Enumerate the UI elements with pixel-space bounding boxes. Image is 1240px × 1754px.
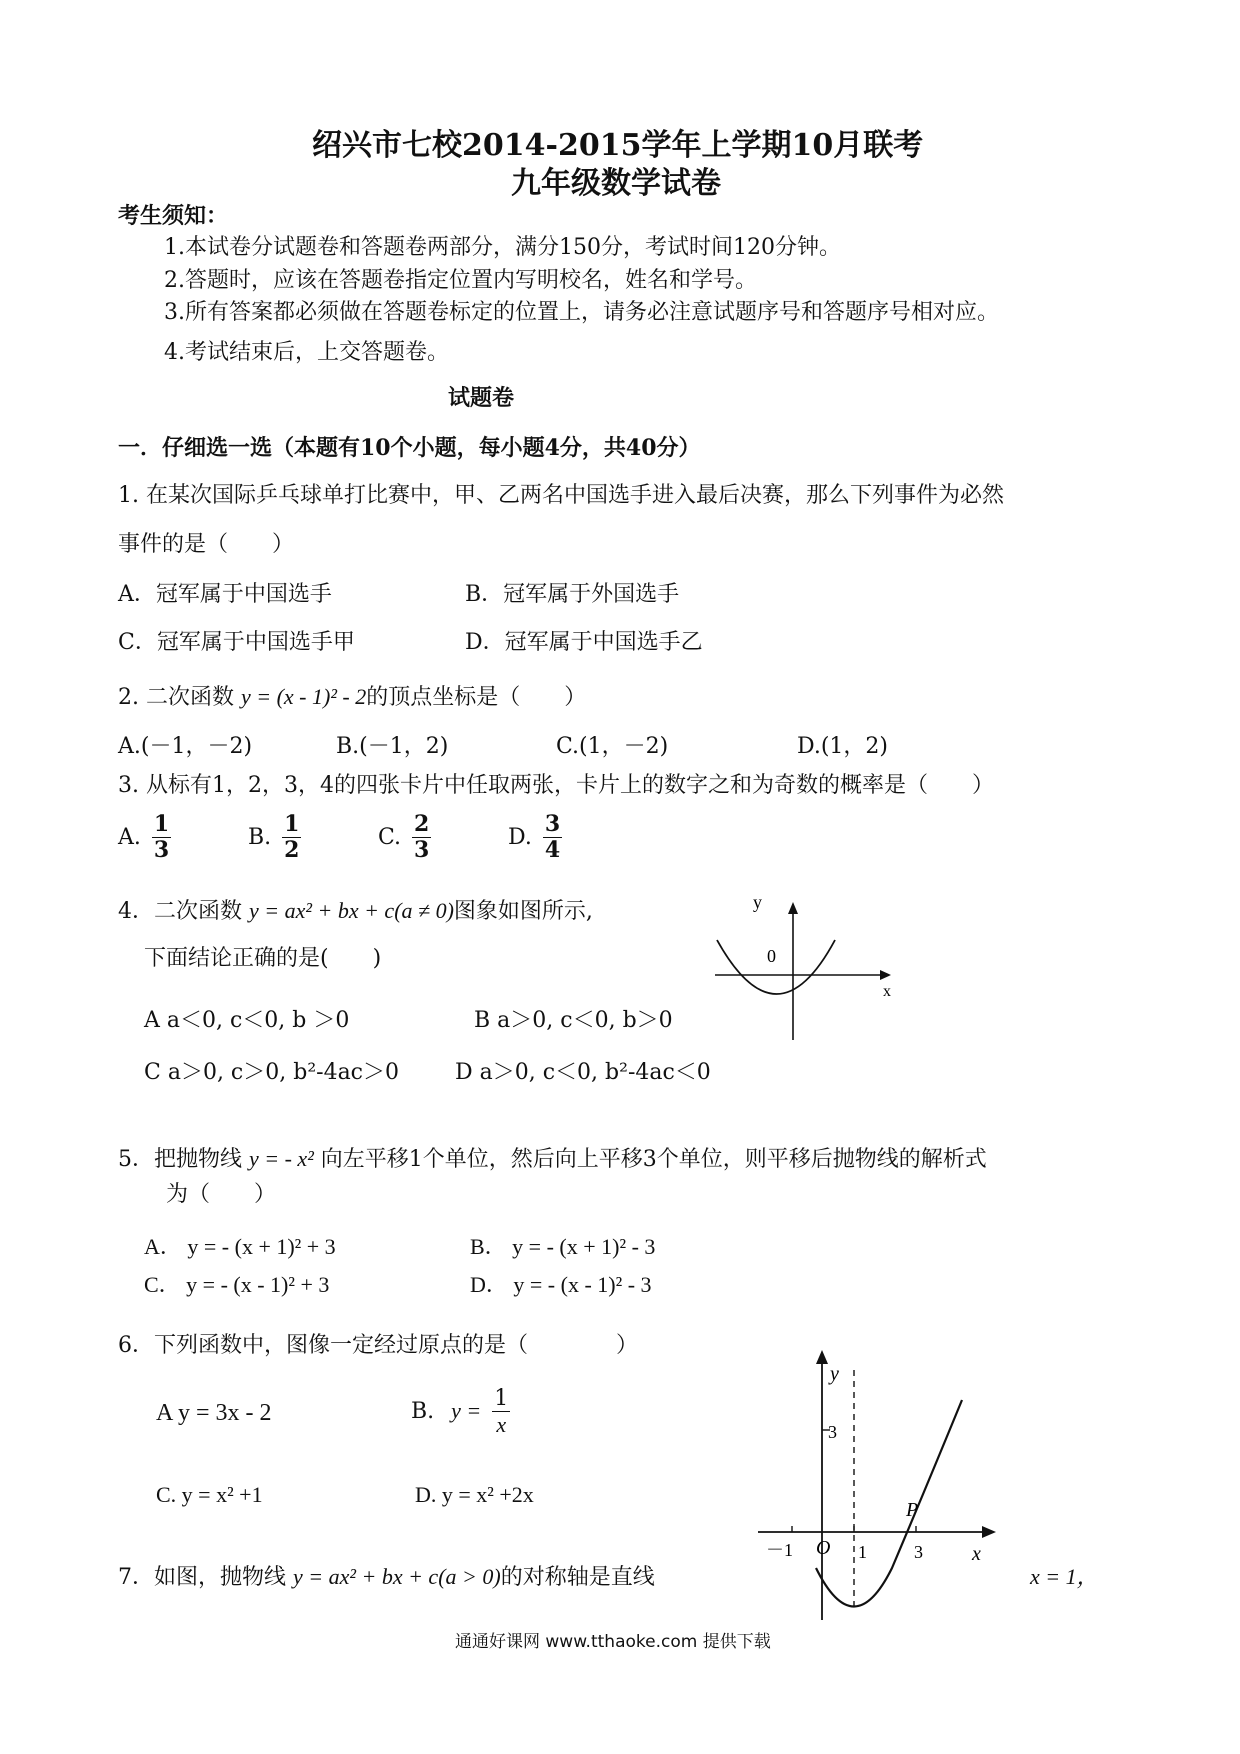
q5-formula: y = - x² — [249, 1146, 314, 1171]
q2-suffix: 的顶点坐标是（ ） — [366, 685, 587, 710]
q5-suffix: 向左平移1个单位，然后向上平移3个单位，则平移后抛物线的解析式 — [313, 1147, 987, 1172]
q5-option-d: D． y = - (x - 1)² - 3 — [470, 1272, 652, 1297]
q3-c-numerator: 2 — [414, 811, 430, 837]
q1-option-c: C．冠军属于中国选手甲 — [118, 630, 355, 655]
q7-y-label: y — [830, 1363, 839, 1385]
q4-stem — [118, 898, 593, 925]
q1-option-d: D．冠军属于中国选手乙 — [465, 630, 703, 655]
q1-line1: 1. 在某次国际乒乓球单打比赛中，甲、乙两名中国选手进入最后决赛，那么下列事件为必然 — [118, 483, 1004, 508]
q1-option-b: B．冠军属于外国选手 — [465, 582, 680, 607]
q4-y-label: y — [753, 892, 762, 912]
q6-stem: 6．下列函数中，图像一定经过原点的是（ ） — [118, 1333, 638, 1358]
q7-stem — [118, 1564, 655, 1591]
q4-parabola-graph — [705, 890, 905, 1050]
q7-parabola-curve — [816, 1400, 962, 1607]
q3-option-d-label: D. — [508, 824, 532, 850]
q5-prefix: 5．把抛物线 — [118, 1147, 249, 1172]
q2-option-b: B.(－1，2) — [336, 734, 449, 759]
q6-option-b-label: B. — [411, 1398, 435, 1424]
q2-prefix: 2. 二次函数 — [118, 685, 241, 710]
q4-y-arrow — [788, 902, 798, 914]
q7-x-tick-3-label: 3 — [914, 1542, 923, 1562]
q3-a-numerator: 1 — [153, 811, 170, 837]
q4-parabola-curve — [717, 940, 835, 994]
q7-origin-label: O — [816, 1537, 831, 1559]
q3-c-denominator: 3 — [414, 837, 430, 864]
q3-option-b-label: B. — [248, 824, 272, 850]
q5-line2: 为（ ） — [166, 1182, 277, 1207]
q2-option-d: D.(1，2) — [797, 734, 889, 759]
q3-option-b — [248, 812, 305, 864]
q6-option-b — [411, 1386, 514, 1438]
notice-item-1: 1.本试卷分试题卷和答题卷两部分，满分150分，考试时间120分钟。 — [164, 235, 841, 260]
q3-option-a — [118, 812, 175, 864]
footer-text: 通通好课网 www.tthaoke.com 提供下载 — [455, 1632, 771, 1652]
q7-x-arrow — [982, 1526, 996, 1538]
q4-option-b: B a＞0, c＜0, b＞0 — [474, 1008, 673, 1033]
q2-stem — [118, 684, 586, 711]
q7-parabola-graph — [750, 1340, 1010, 1630]
q3-d-numerator: 3 — [544, 811, 561, 837]
q5-stem — [118, 1146, 987, 1173]
q4-option-a: A a＜0, c＜0, b ＞0 — [144, 1008, 350, 1033]
q7-y-arrow — [816, 1350, 828, 1364]
q3-option-a-label: A. — [118, 824, 141, 850]
q4-formula: y = ax² + bx + c(a ≠ 0) — [249, 898, 454, 923]
q5-option-b: B． y = - (x + 1)² - 3 — [470, 1234, 656, 1259]
exam-title-line1: 绍兴市七校2014-2015学年上学期10月联考 — [312, 128, 924, 163]
q7-tail: x = 1， — [1030, 1564, 1099, 1589]
q3-option-c — [378, 812, 435, 864]
q7-point-p-label: P — [906, 1499, 919, 1521]
q4-x-label: x — [883, 983, 891, 1000]
q7-x-label: x — [972, 1543, 981, 1565]
q3-option-d — [508, 812, 566, 864]
q2-option-c: C.(1，－2) — [556, 734, 669, 759]
notice-item-2: 2.答题时，应该在答题卷指定位置内写明校名，姓名和学号。 — [164, 268, 757, 293]
q5-option-c: C． y = - (x - 1)² + 3 — [144, 1272, 330, 1297]
q4-suffix: 图象如图所示, — [453, 899, 593, 924]
q4-option-d: D a＞0, c＜0, b²-4ac＜0 — [455, 1060, 711, 1085]
notice-item-3: 3.所有答案都必须做在答题卷标定的位置上，请务必注意试题序号和答题序号相对应。 — [164, 300, 999, 325]
notice-heading: 考生须知： — [118, 203, 229, 229]
q3-option-c-label: C. — [378, 824, 402, 850]
q6-b-numerator: 1 — [494, 1386, 509, 1411]
q7-prefix: 7．如图，抛物线 — [118, 1565, 293, 1590]
part1-title: 一．仔细选一选（本题有10个小题，每小题4分，共40分） — [118, 435, 701, 461]
q7-x-tick-neg1-label: －1 — [766, 1540, 793, 1560]
q1-line2: 事件的是（ ） — [118, 532, 295, 557]
q6-option-b-lhs: y = — [451, 1397, 482, 1423]
notice-item-4: 4.考试结束后，上交答题卷。 — [164, 340, 449, 365]
q5-option-a: A． y = - (x + 1)² + 3 — [144, 1234, 336, 1259]
q2-formula: y = (x - 1)² - 2 — [240, 684, 367, 709]
q3-a-denominator: 3 — [153, 837, 170, 864]
q7-x-tick-1-label: 1 — [858, 1542, 867, 1562]
q4-option-c: C a＞0, c＞0, b²-4ac＞0 — [144, 1060, 399, 1085]
q3-b-denominator: 2 — [284, 837, 300, 864]
q4-line2: 下面结论正确的是( ) — [144, 946, 382, 971]
q6-option-d: D. y = x² +2x — [415, 1482, 534, 1507]
q7-suffix: 的对称轴是直线 — [500, 1565, 655, 1590]
q3-d-denominator: 4 — [544, 837, 561, 864]
q6-option-c: C. y = x² +1 — [156, 1482, 263, 1507]
q4-origin-label: 0 — [767, 946, 776, 966]
q7-y-tick-3-label: 3 — [828, 1422, 837, 1442]
paper-title: 试题卷 — [448, 385, 515, 411]
q6-option-a: A y = 3x - 2 — [156, 1400, 272, 1426]
q7-formula: y = ax² + bx + c(a > 0) — [293, 1564, 501, 1589]
q2-option-a: A.(－1，－2) — [118, 734, 253, 759]
q6-b-denominator: x — [496, 1412, 507, 1438]
exam-title-line2: 九年级数学试卷 — [511, 166, 721, 201]
q4-x-arrow — [880, 970, 891, 980]
q3-stem: 3. 从标有1，2，3，4的四张卡片中任取两张，卡片上的数字之和为奇数的概率是（ ） — [118, 773, 994, 798]
q4-prefix: 4．二次函数 — [118, 899, 249, 924]
q1-option-a: A．冠军属于中国选手 — [118, 582, 332, 607]
q3-b-numerator: 1 — [284, 811, 300, 837]
